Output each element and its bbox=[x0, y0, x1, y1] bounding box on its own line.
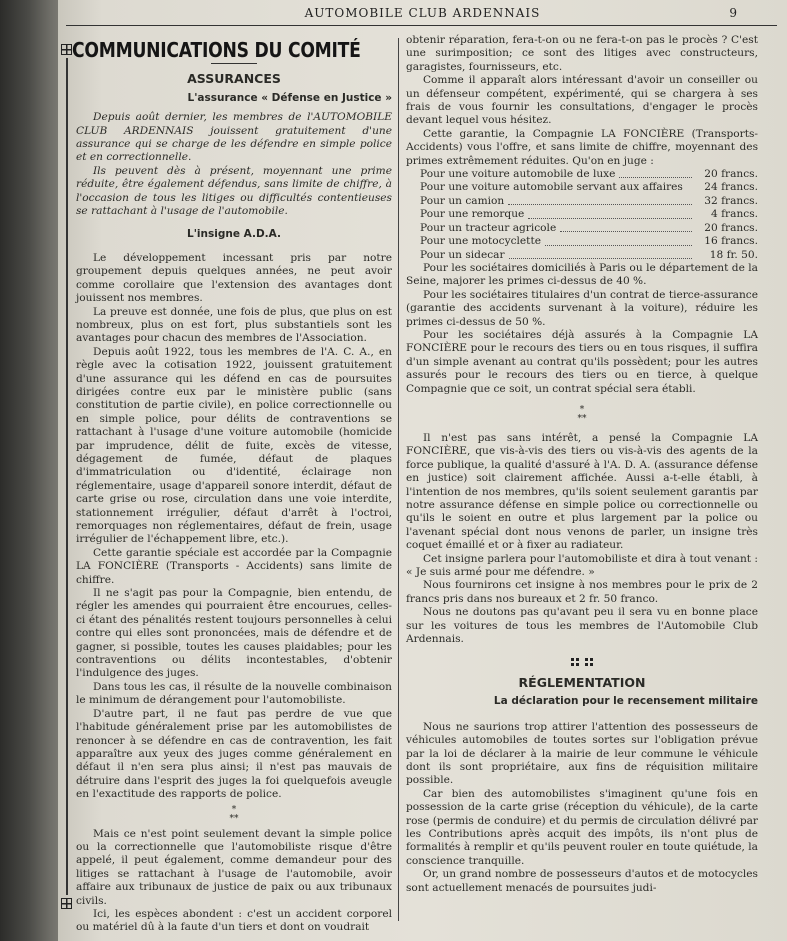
paragraph: Depuis août 1922, tous les membres de l'A. C. A., en règle avec la cotisation 1922, jouissent gratuitement d'une assurance qui les défend en cas de poursuites dirigées contre eux par le ministère public (sans constitution de partie civile), en police correctionnelle ou en simple police, pour délits de contraventions se rattachant à l'usage d'une voiture automobile (homicide par imprudence, délit de fuite, excès de vitesse, dégagement de fumée, défaut de plaques d'immatriculation ou d'identité, éclairage non réglementaire, usage d'appareil sonore interdit, défaut de carte grise ou rose, circulation dans une voie interdite, stationnement irrégulier, défaut d'arrêt à l'octroi, remorquages non réglementaires, défaut de frein, usage irrégulier de l'échappement libre, etc.). bbox=[76, 345, 392, 546]
ornament-square-icon bbox=[571, 658, 579, 666]
italic-paragraph: Ils peuvent dès à présent, moyennant une prime réduite, être également défendus, sans limite de chiffre, à l'occasion de tous les litiges ou difficultés contentieuses se rattachant à l'usage de l'automobile. bbox=[76, 164, 392, 218]
rate-label: Pour un tracteur agricole bbox=[420, 221, 557, 234]
title-rule bbox=[211, 63, 257, 64]
leader-dots bbox=[508, 195, 692, 205]
rate-label: Pour un sidecar bbox=[420, 248, 505, 261]
section-ornament bbox=[406, 656, 758, 669]
paragraph: Car bien des automobilistes s'imaginent qu'une fois en possession de la carte grise (réception du véhicule), de la carte rose (permis de conduire) et du permis de circulation délivré par les Contributions après acquit des impôts, ils n'ont plus de formalités à remplir et qu'ils peuvent rouler en toute quiétude, la conscience tranquille. bbox=[406, 787, 758, 867]
rate-label: Pour une remorque bbox=[420, 208, 525, 221]
rate-amount: 20 francs. bbox=[704, 168, 758, 181]
magazine-page bbox=[58, 0, 787, 941]
paragraph: Comme il apparaît alors intéressant d'avoir un conseiller ou un défenseur compétent, expérimenté, qui se chargera à ses frais de vous fournir les consultations, d'engager le procès devant lequel vous hésitez. bbox=[406, 74, 758, 127]
header-rule bbox=[66, 25, 777, 26]
leader-dots bbox=[560, 222, 692, 232]
rate-label: Pour une voiture automobile de luxe bbox=[420, 168, 616, 181]
section-heading-reglementation: RÉGLEMENTATION bbox=[518, 674, 646, 690]
paragraph: Pour les sociétaires déjà assurés à la Compagnie LA FONCIÈRE pour le recours des tiers ou en tous risques, il suffira d'un simple avenant au contrat qu'ils possèdent; pour les autres assurés pour le recours des tiers ou en tierce, à quelque Compagnie que ce soit, un contrat spécial sera établi. bbox=[406, 328, 758, 395]
rate-label: Pour une motocyclette bbox=[420, 235, 541, 248]
subsection-heading: La déclaration pour le recensement militaire bbox=[493, 695, 758, 708]
running-header bbox=[58, 6, 787, 24]
paragraph: Il n'est pas sans intérêt, a pensé la Compagnie LA FONCIÈRE, que vis-à-vis des tiers ou vis-à-vis des agents de la force publique, la qualité d'assuré à l'A. D. A. (assurance défense en justice) soit clairement affichée. Aussi a-t-elle établi, à l'intention de nos membres, qu'ils soient seulement garantis par notre assurance défense en simple police ou correctionnelle ou qu'ils le soient en outre et plus largement par la police ou l'avenant spécial dont nous venons de parler, un insigne très coquet émaillé et or à fixer au radiateur. bbox=[406, 431, 758, 552]
ornament-square-icon bbox=[61, 898, 72, 909]
paragraph: Cette garantie spéciale est accordée par la Compagnie LA FONCIÈRE (Transports - Accidents) sans limite de chiffre. bbox=[76, 546, 392, 586]
paragraph: La preuve est donnée, une fois de plus, que plus on est nombreux, plus on est fort, plus substantiels sont les avantages pour chacun des membres de l'Association. bbox=[76, 305, 392, 345]
left-column bbox=[72, 38, 392, 935]
leader-dots bbox=[509, 249, 692, 259]
paragraph: Pour les sociétaires titulaires d'un contrat de tierce-assurance (garantie des accidents survenant à la voiture), réduire les primes ci-dessus de 50 %. bbox=[406, 288, 758, 328]
paragraph: Nous ne doutons pas qu'avant peu il sera vu en bonne place sur les voitures de tous les membres de l'Automobile Club Ardennais. bbox=[406, 606, 758, 646]
rate-amount: 32 francs. bbox=[704, 194, 758, 207]
paragraph: Cette garantie, la Compagnie LA FONCIÈRE (Transports-Accidents) vous l'offre, et sans limite de chiffre, moyennant des primes extrêmement réduites. Qu'on en juge : bbox=[406, 127, 758, 167]
rate-row bbox=[406, 195, 758, 208]
insigne-heading: L'insigne A.D.A. bbox=[187, 228, 281, 241]
paragraph: Cet insigne parlera pour l'automobiliste et dira à tout venant : « Je suis armé pour me défendre. » bbox=[406, 552, 758, 579]
rate-amount: 18 fr. 50. bbox=[709, 248, 758, 261]
paragraph: Dans tous les cas, il résulte de la nouvelle combinaison le minimum de dérangement pour l'automobiliste. bbox=[76, 680, 392, 707]
separator-stars: * ** bbox=[577, 404, 587, 424]
running-title: AUTOMOBILE CLUB ARDENNAIS bbox=[304, 6, 541, 20]
ornament-square-icon bbox=[585, 658, 593, 666]
paragraph: Nous ne saurions trop attirer l'attention des possesseurs de véhicules automobiles de toutes sortes sur l'obligation prévue par la loi de déclarer à la mairie de leur commune le véhicule dont ils sont propriétaire, aux fins de réquisition militaire possible. bbox=[406, 720, 758, 787]
leader-dots bbox=[528, 208, 692, 218]
rate-row bbox=[406, 208, 758, 221]
right-column bbox=[406, 34, 758, 895]
italic-paragraph: Depuis août dernier, les membres de l'AUTOMOBILE CLUB ARDENNAIS jouissent gratuitement d'une assurance qui se charge de les défendre en simple police et en correctionnelle. bbox=[76, 111, 392, 164]
page-title: COMMUNICATIONS DU COMITÉ bbox=[72, 38, 361, 62]
column-rule bbox=[398, 38, 399, 921]
paragraph: Pour les sociétaires domiciliés à Paris ou le département de la Seine, majorer les primes ci-dessus de 40 %. bbox=[406, 261, 758, 288]
paragraph: Ici, les espèces abondent : c'est un accident corporel ou matériel dû à la faute d'un tiers et dont on voudrait bbox=[76, 907, 392, 934]
page-number: 9 bbox=[729, 6, 737, 20]
rate-label: Pour une voiture automobile servant aux affaires bbox=[420, 181, 683, 194]
paragraph: D'autre part, il ne faut pas perdre de vue que l'habitude généralement prise par les automobilistes de renoncer à se défendre en cas de contravention, les fait apparaître aux yeux des juges comme généralement en défaut il n'en sera plus ainsi; il n'est pas mauvais de détruire dans l'esprit des juges la foi quelquefois aveugle en l'exactitude des rapports de police. bbox=[76, 707, 392, 801]
rate-row bbox=[406, 168, 758, 181]
paragraph: Nous fournirons cet insigne à nos membres pour le prix de 2 francs pris dans nos bureaux et 2 fr. 50 franco. bbox=[406, 579, 758, 605]
rate-amount: 16 francs. bbox=[704, 235, 758, 248]
separator-stars: * ** bbox=[229, 804, 239, 824]
leader-dots bbox=[619, 168, 692, 178]
rate-row bbox=[406, 249, 758, 262]
rate-row bbox=[406, 181, 758, 194]
margin-rule bbox=[66, 58, 68, 895]
rate-amount: 4 francs. bbox=[711, 208, 758, 221]
rate-label: Pour un camion bbox=[420, 194, 505, 207]
section-heading-assurances: ASSURANCES bbox=[187, 71, 281, 87]
rate-amount: 24 francs. bbox=[704, 181, 758, 194]
rate-row bbox=[406, 222, 758, 235]
rate-row bbox=[406, 235, 758, 248]
paragraph: Mais ce n'est point seulement devant la simple police ou la correctionnelle que l'automobiliste risque d'être appelé, il peut également, comme demandeur pour des litiges se rattachant à l'usage de l'automobile, avoir affaire aux tribunaux de justice de paix ou aux tribunaux civils. bbox=[76, 827, 392, 907]
paragraph: obtenir réparation, fera-t-on ou ne fera-t-on pas le procès ? C'est une surimposition; ce sont des litiges avec constructeurs, garagistes, fournisseurs, etc. bbox=[406, 34, 758, 73]
rate-amount: 20 francs. bbox=[704, 221, 758, 234]
paragraph: Il ne s'agit pas pour la Compagnie, bien entendu, de régler les amendes qui pourraient être encourues, celles-ci étant des pénalités restent toujours personnelles à celui contre qui elles sont prononcées, mais de défendre et de gagner, si possible, toutes les causes plaidables; pour les contraventions ou délits incontestables, d'obtenir l'indulgence des juges. bbox=[76, 587, 392, 680]
leader-dots bbox=[545, 235, 692, 245]
paragraph: Or, un grand nombre de possesseurs d'autos et de motocycles sont actuellement menacés de poursuites judi- bbox=[406, 868, 758, 894]
subsection-heading: L'assurance « Défense en Justice » bbox=[187, 91, 392, 104]
paragraph: Le développement incessant pris par notre groupement depuis quelques années, ne peut avoir comme corollaire que l'extension des avantages dont jouissent nos membres. bbox=[76, 251, 392, 305]
ornament-square-icon bbox=[61, 44, 72, 55]
